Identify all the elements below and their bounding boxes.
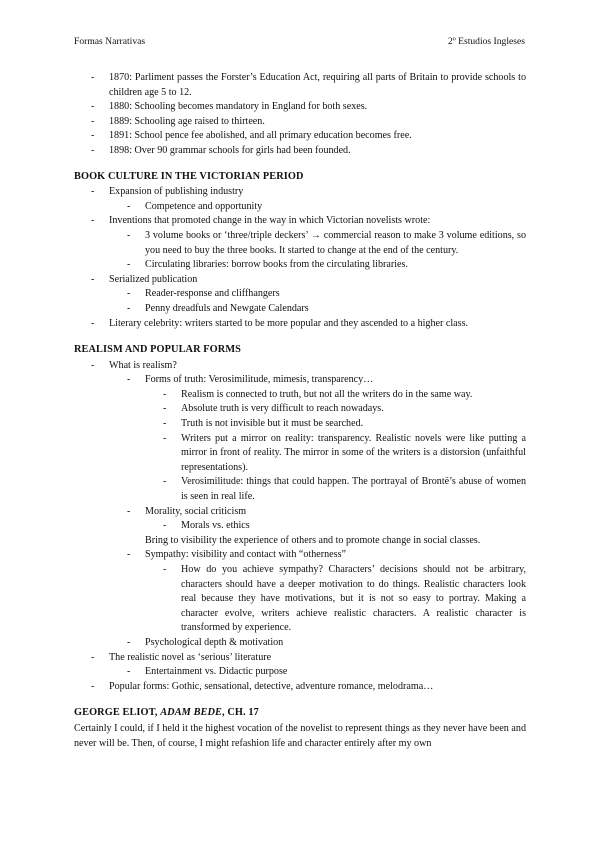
list-item: - Expansion of publishing industry (91, 186, 244, 198)
list-item: - Entertainment vs. Didactic purpose (127, 666, 288, 678)
list-item: - Morals vs. ethics (163, 520, 250, 532)
header-program: 2º Estudios Ingleses (447, 36, 525, 47)
list-item: - Competence and opportunity (127, 200, 263, 212)
page-content (74, 71, 526, 751)
list-item: - The realistic novel as ‘serious’ literature (91, 651, 272, 663)
section-heading-realism: REALISM AND POPULAR FORMS (74, 344, 241, 356)
list-item: - Psychological depth & motivation (127, 636, 284, 648)
list-item: - What is realism? (91, 359, 177, 371)
list-item: - Serialized publication (91, 273, 198, 285)
list-item: - Inventions that promoted change in the way in which Victorian novelists wrote: (91, 215, 431, 227)
list-item: - Absolute truth is very difficult to reach nowadays. (163, 403, 384, 415)
book-culture-list (74, 185, 526, 331)
book-title: ADAM BEDE (160, 707, 223, 719)
list-item: - Penny dreadfuls and Newgate Calendars (127, 302, 309, 314)
section-heading-eliot: GEORGE ELIOT, ADAM BEDE, CH. 17 (74, 707, 259, 719)
realism-list (74, 359, 526, 695)
list-item: - Circulating libraries: borrow books from the circulating libraries. (127, 259, 408, 271)
list-item: - 1898: Over 90 grammar schools for girls had been founded. (91, 144, 351, 156)
list-item: - Forms of truth: Verosimilitude, mimesis, transparency… (127, 374, 374, 386)
list-item: - Morality, social criticism (127, 505, 247, 517)
list-item: - 1891: School pence fee abolished, and all primary education becomes free. (91, 130, 412, 142)
list-item: - Verosimilitude: things that could happen. The portrayal of Brontë’s abuse of women is seen in real life. (163, 476, 526, 503)
list-item: - How do you achieve sympathy? Characters’ decisions should not be arbitrary, characters should have a deeper motivation to do things. Realistic characters look real because they have motivations, but it is not so easy to portray. Making a character evolve, writers achieve realistic characters. A realistic character is transformed by experience. (163, 564, 526, 634)
list-item: - 3 volume books or ‘three/triple deckers’ → commercial reason to make 3 volume editions, so you need to buy the three books. It started to change at the end of the century. (127, 229, 526, 256)
list-item: - Writers put a mirror on reality: transparency. Realistic novels were like putting a mirror in front of reality. The mirror in some of the writers is a distorsion (unfaithful representations). (163, 432, 526, 473)
list-item: - Reader-response and cliffhangers (127, 288, 280, 300)
list-item: - Realism is connected to truth, but not all the writers do in the same way. (163, 388, 473, 400)
list-item: - Literary celebrity: writers started to be more popular and they ascended to a higher class. (91, 317, 469, 329)
list-item: - Popular forms: Gothic, sensational, detective, adventure romance, melodrama… (91, 680, 434, 692)
header-course: Formas Narrativas (74, 36, 146, 47)
eliot-quote-paragraph: Certainly I could, if I held it the highest vocation of the novelist to represent things as they never have been and never will be. Then, of course, I might refashion life and character entirely after my own (74, 722, 526, 749)
timeline-list (74, 71, 526, 159)
list-item: - Truth is not invisible but it must be searched. (163, 418, 364, 430)
list-item: - Sympathy: visibility and contact with “otherness” (127, 549, 346, 561)
list-item: - 1870: Parliment passes the Forster’s Education Act, requiring all parts of Britain to provide schools to children age 5 to 12. (91, 72, 526, 98)
list-item: - 1880: Schooling becomes mandatory in England for both sexes. (91, 101, 368, 113)
list-item: - 1889: Schooling age raised to thirteen. (91, 115, 265, 127)
section-heading-book-culture: BOOK CULTURE IN THE VICTORIAN PERIOD (74, 170, 304, 182)
paragraph-visibility: Bring to visibility the experience of others and to promote change in social classes. (145, 534, 481, 546)
